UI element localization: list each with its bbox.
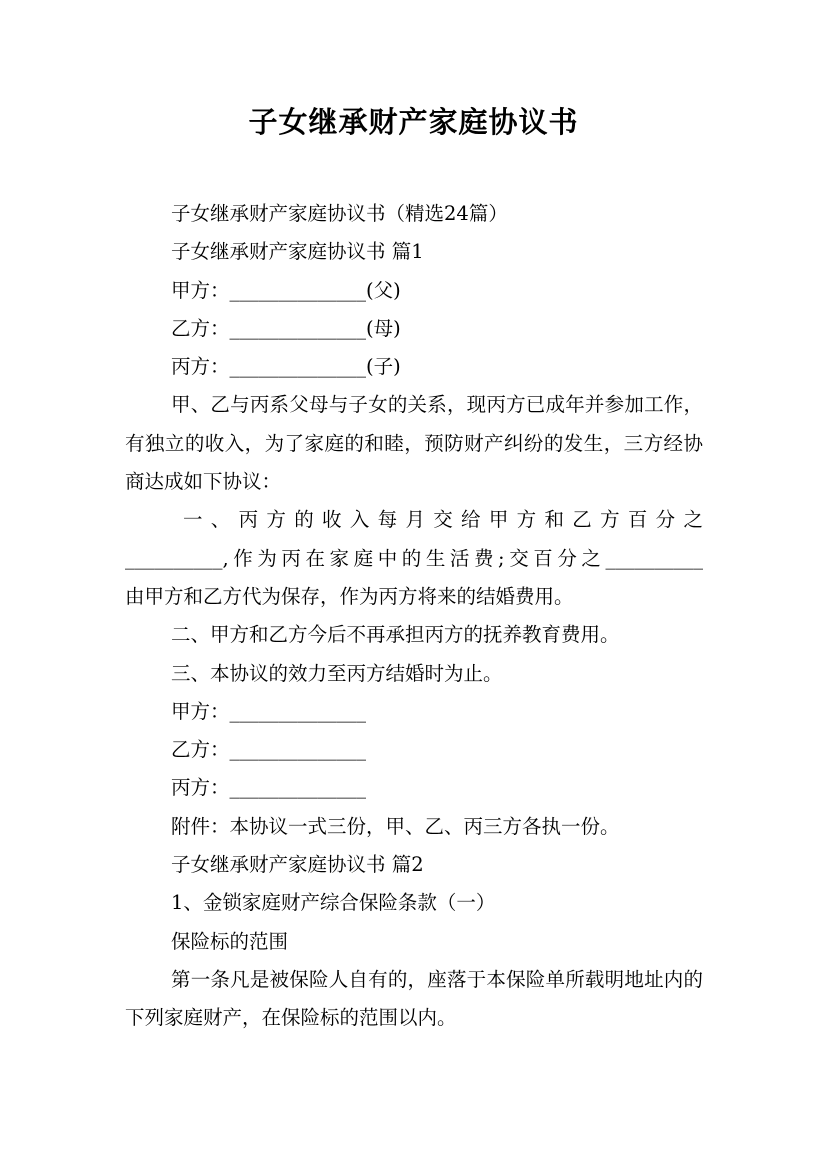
heading-part-1: 子女继承财产家庭协议书 篇1 — [171, 240, 424, 264]
party-c-line: 丙方：______________(子) — [171, 355, 401, 379]
document-title: 子女继承财产家庭协议书 — [248, 105, 579, 139]
signature-party-b: 乙方：______________ — [171, 738, 367, 762]
clause-1-line-2: __________,作为丙在家庭中的生活费;交百分之__________ — [125, 546, 703, 570]
insurance-scope-heading: 保险标的范围 — [171, 929, 289, 953]
appendix-line: 附件：本协议一式三份，甲、乙、丙三方各执一份。 — [171, 814, 620, 838]
signature-party-a: 甲方：______________ — [171, 699, 367, 723]
section-1-heading: 1、金锁家庭财产综合保险条款（一） — [171, 891, 496, 915]
heading-part-2: 子女继承财产家庭协议书 篇2 — [171, 853, 424, 877]
document-body — [125, 195, 703, 1038]
article-1-paragraph: 第一条凡是被保险人自有的，座落于本保险单所载明地址内的下列家庭财产，在保险标的范围以内。 — [125, 967, 703, 1030]
clause-3-line: 三、本协议的效力至丙方结婚时为止。 — [171, 661, 503, 685]
subtitle-line: 子女继承财产家庭协议书（精选24篇） — [171, 202, 508, 225]
party-a-line: 甲方：______________(父) — [171, 278, 401, 302]
party-b-line: 乙方：______________(母) — [171, 316, 401, 340]
clause-1-line-3: 由甲方和乙方代为保存，作为丙方将来的结婚费用。 — [125, 584, 574, 608]
signature-party-c: 丙方：______________ — [171, 776, 367, 800]
clause-1-line-1: 一、丙方的收入每月交给甲方和乙方百分之 — [183, 508, 703, 532]
clause-2-line: 二、甲方和乙方今后不再承担丙方的抚养教育费用。 — [171, 623, 620, 647]
intro-paragraph: 甲、乙与丙系父母与子女的关系，现丙方已成年并参加工作，有独立的收入，为了家庭的和睦，预防财产纠纷的发生，三方经协商达成如下协议： — [125, 393, 703, 494]
